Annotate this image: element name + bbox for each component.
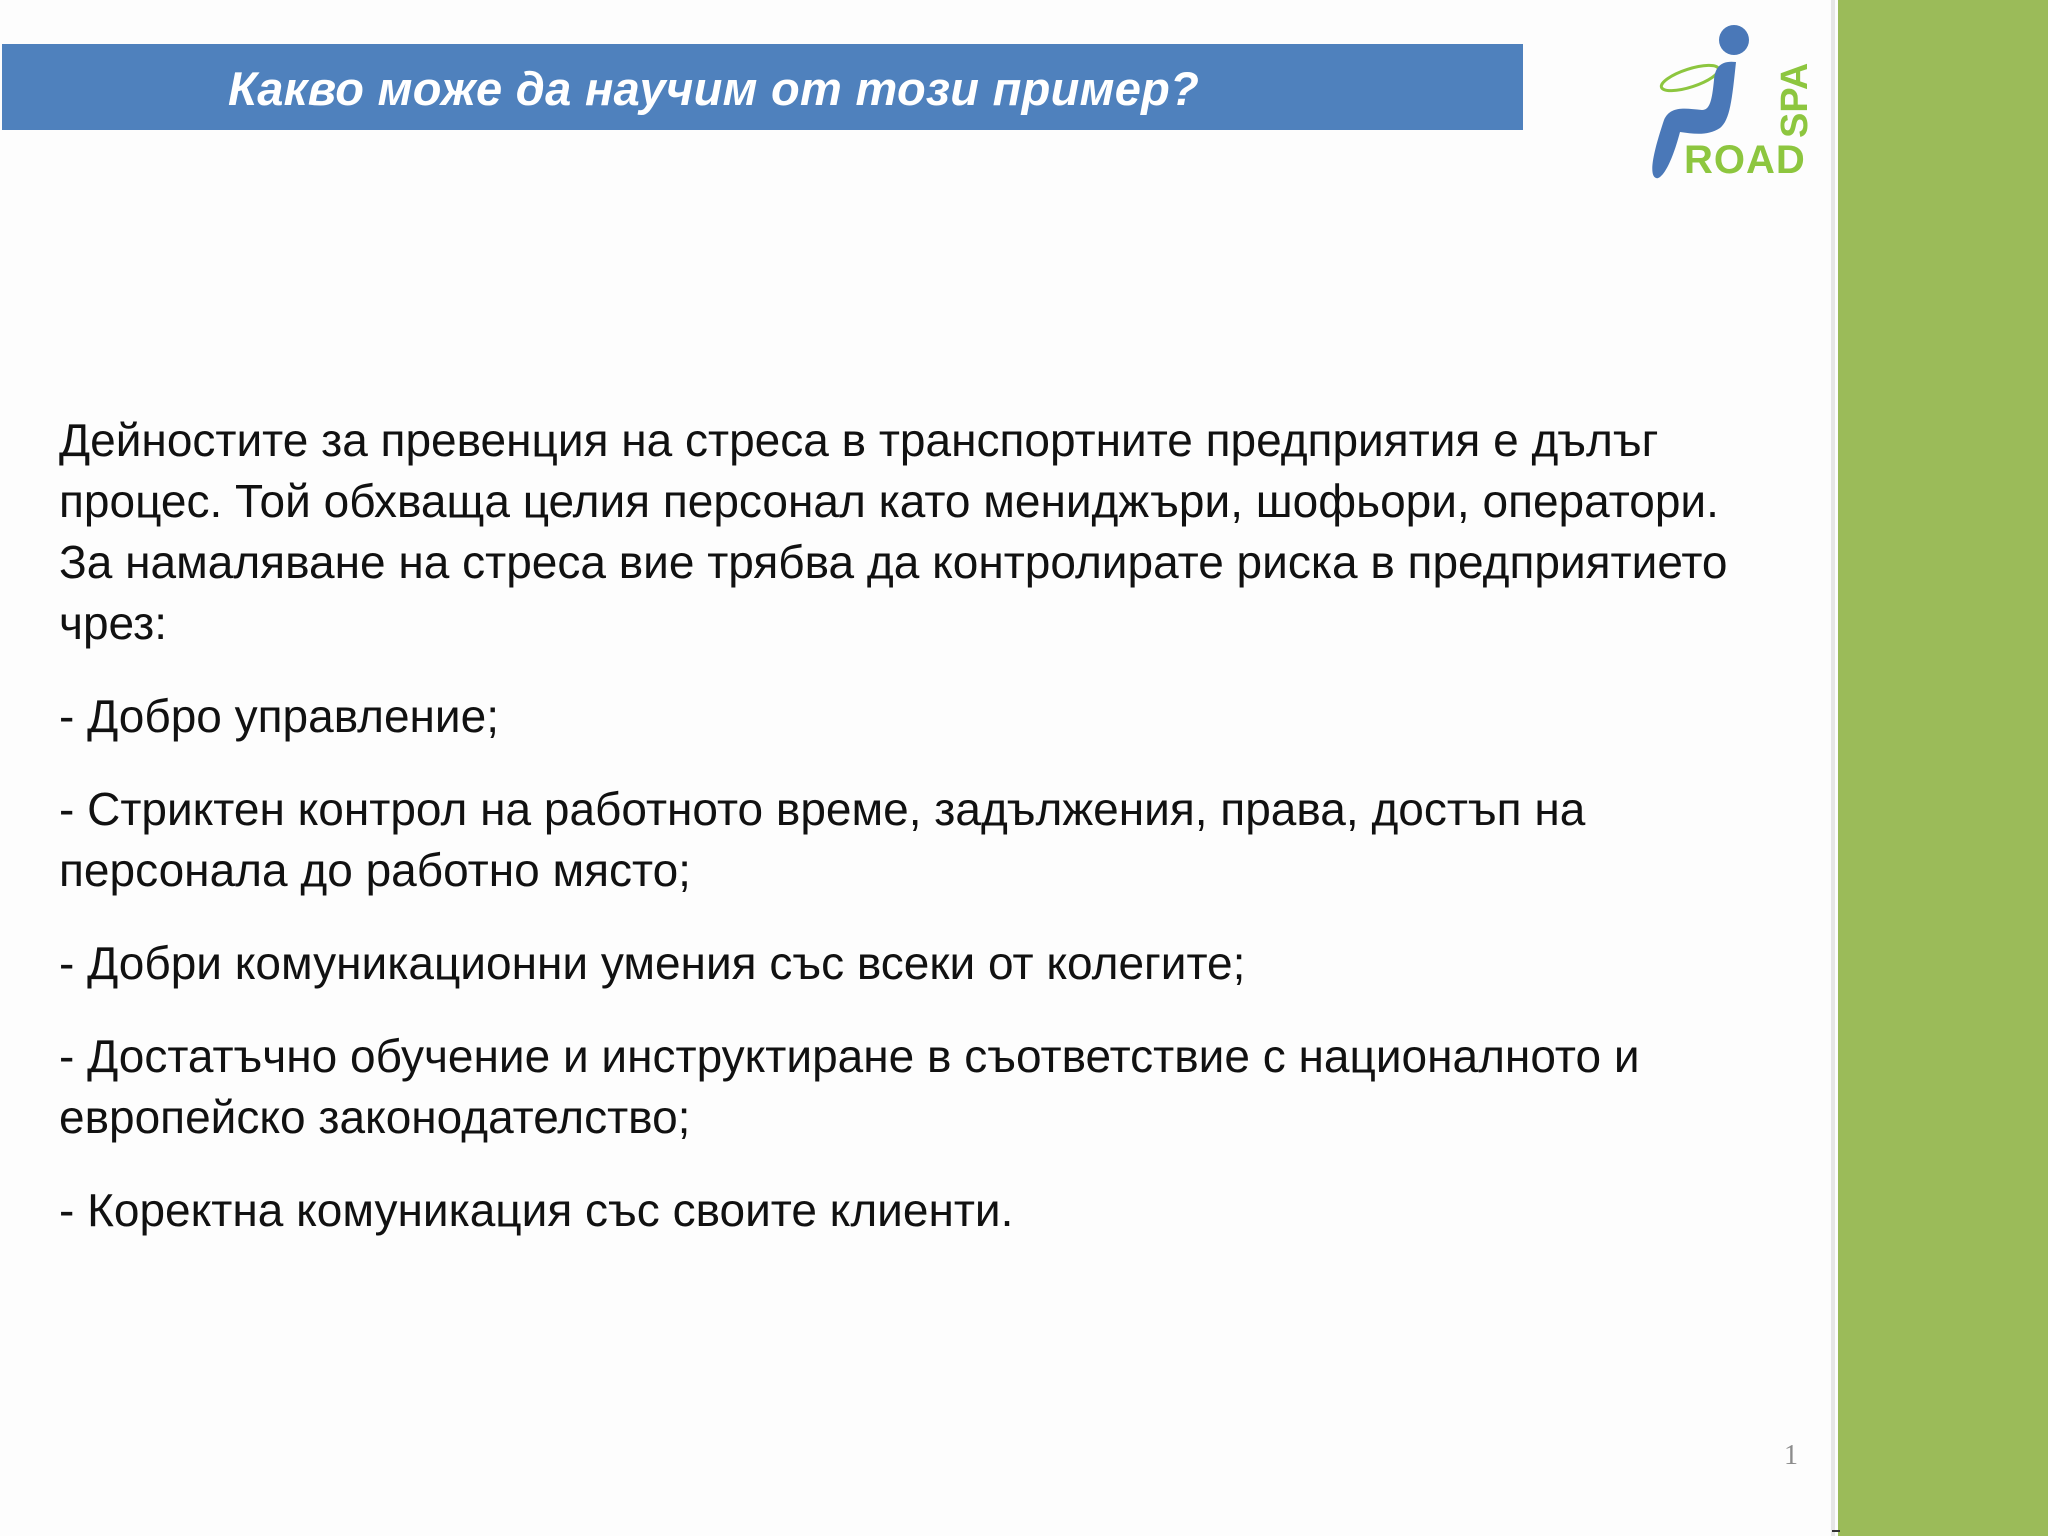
bullet-client-communication: - Коректна комуникация със своите клиенти. xyxy=(59,1184,1014,1236)
title-bar xyxy=(2,44,1523,130)
roadspa-logo xyxy=(1640,20,1820,185)
logo-word-side: SPA xyxy=(1774,62,1816,138)
bullet-strict-control: - Стриктен контрол на работното време, задължения, права, достъп на персонала до работно място; xyxy=(59,783,1586,896)
logo-word-main: ROAD xyxy=(1684,138,1806,182)
bullet-communication-skills: - Добри комуникационни умения със всеки от колегите; xyxy=(59,937,1246,989)
bullet-good-management: - Добро управление; xyxy=(59,690,499,742)
slide-body xyxy=(59,410,1759,1273)
page-number: 1 xyxy=(1784,1440,1798,1471)
slide-title: Какво може да научим от този пример? xyxy=(228,62,1200,115)
body-paragraph-intro: Дейностите за превенция на стреса в транспортните предприятия е дълъг процес. Той обхваща целия персонал като мениджъри, шофьори, оператори. За намаляване на стреса вие трябва да контролирате риска в предприятието чрез: xyxy=(59,414,1728,649)
side-band xyxy=(1838,0,2048,1536)
bullet-training: - Достатъчно обучение и инструктиране в съответствие с националното и европейско законодателство; xyxy=(59,1030,1640,1143)
corner-mark xyxy=(1832,1530,1840,1532)
person-head-icon xyxy=(1719,25,1749,55)
side-band-edge xyxy=(1831,0,1835,1536)
halo-icon xyxy=(1659,60,1722,96)
